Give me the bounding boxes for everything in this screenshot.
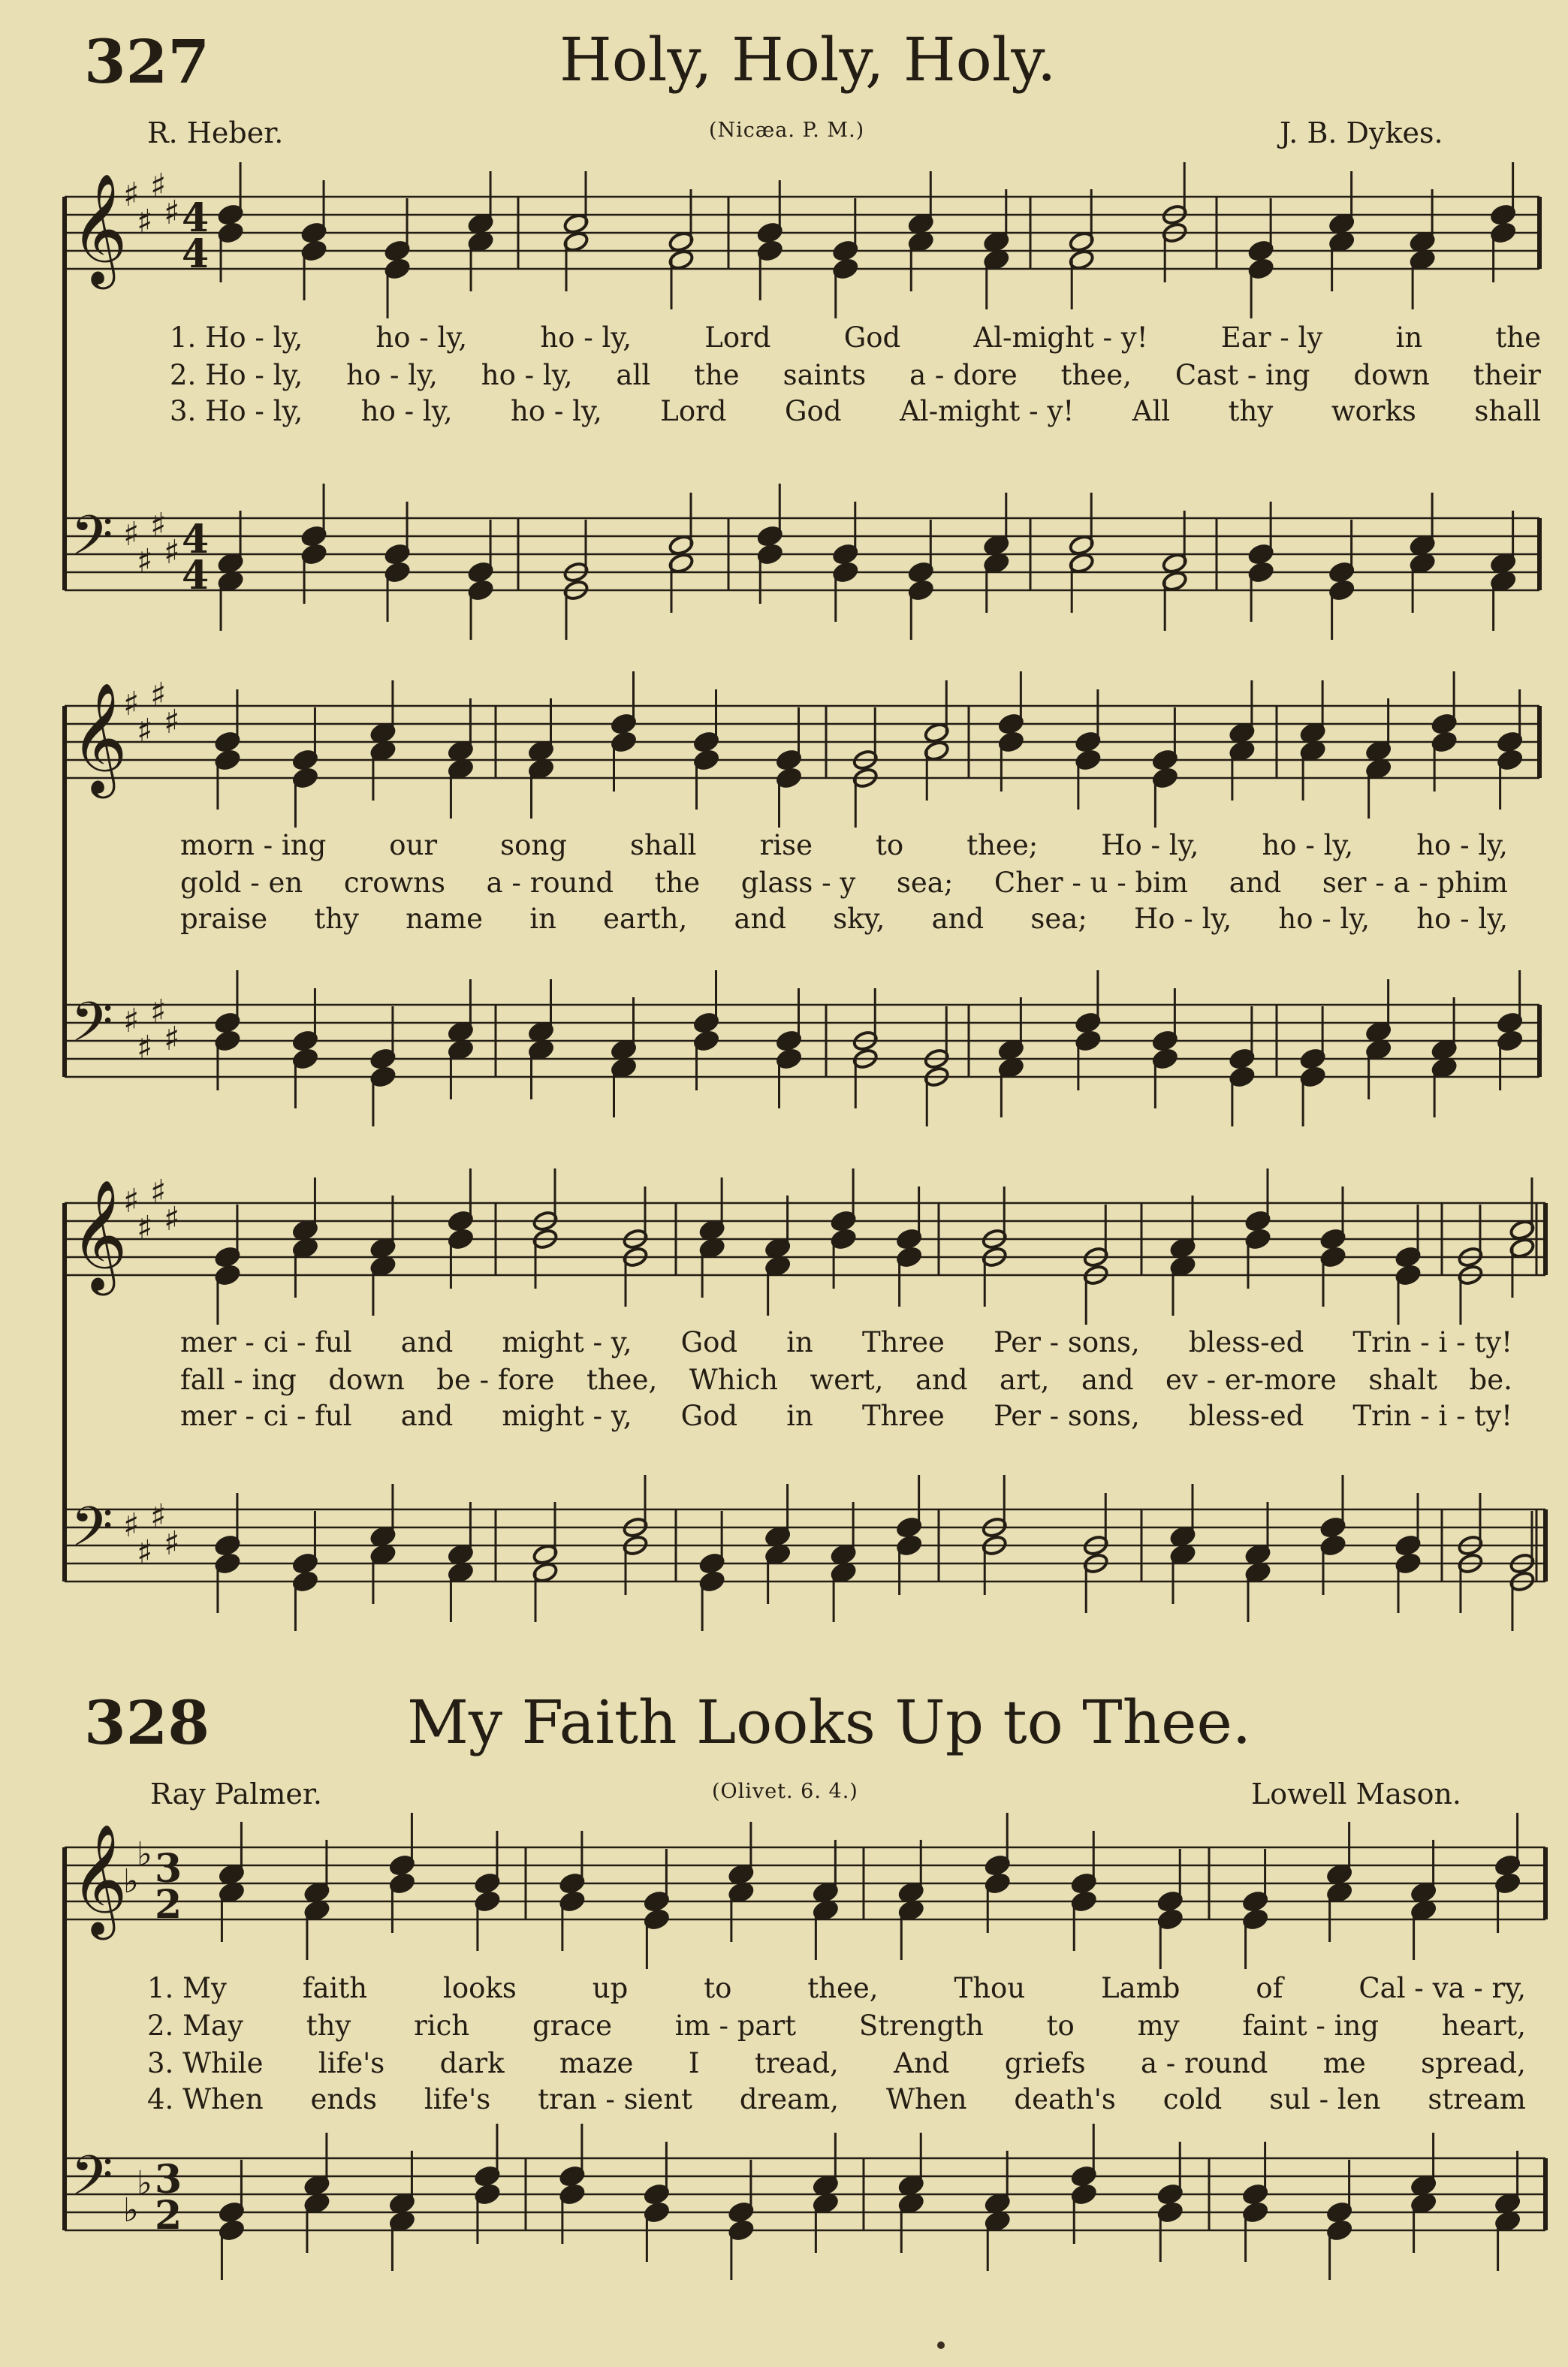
lyric-word: me xyxy=(1322,2047,1366,2079)
lyric-word: Per - sons, xyxy=(994,1326,1140,1358)
flat-icon: ♭ xyxy=(123,2191,139,2230)
sharp-icon: ♯ xyxy=(150,993,167,1031)
lyric-word: fall - ing xyxy=(180,1364,297,1396)
lyric-word: be - fore xyxy=(436,1364,555,1396)
treble-staff xyxy=(65,671,1539,828)
lyric-word: thee, xyxy=(1060,359,1132,391)
lyric-word: God xyxy=(843,321,901,354)
lyric-word: sul - len xyxy=(1269,2083,1381,2115)
lyric-word: down xyxy=(328,1364,405,1396)
lyric-word: ho - ly, xyxy=(1416,829,1508,861)
bass-clef-icon: 𝄢 xyxy=(71,990,113,1067)
lyric-word: crowns xyxy=(343,867,446,899)
time-signature: 4 xyxy=(182,195,210,241)
sharp-icon: ♯ xyxy=(164,533,180,571)
lyric-word: shall xyxy=(1474,395,1541,427)
flat-icon: ♭ xyxy=(137,1835,152,1874)
lyric-word: in xyxy=(529,903,556,935)
sharp-icon: ♯ xyxy=(137,1209,153,1247)
lyric-word: to xyxy=(704,1972,732,2004)
lyric-word: ho - ly, xyxy=(1262,829,1354,861)
sharp-icon: ♯ xyxy=(137,712,153,750)
verse-line xyxy=(147,1970,1526,2007)
lyric-word: bless-ed xyxy=(1188,1326,1304,1358)
verse-line xyxy=(180,1362,1512,1398)
lyric-word: heart, xyxy=(1441,2010,1526,2042)
bass-clef-icon: 𝄢 xyxy=(71,2143,113,2221)
sharp-icon: ♯ xyxy=(123,1182,140,1220)
lyric-word: stream xyxy=(1428,2083,1526,2115)
lyric-word: praise xyxy=(180,903,268,935)
verse-line xyxy=(170,393,1541,430)
lyric-word: a - dore xyxy=(909,359,1018,391)
treble-clef-icon: 𝄞 xyxy=(71,1823,128,1935)
verse-line xyxy=(180,901,1508,937)
lyric-word: God xyxy=(680,1400,738,1432)
time-signature: 4 xyxy=(182,553,210,599)
bass-staff xyxy=(65,2124,1545,2280)
lyric-word: morn - ing xyxy=(180,829,327,861)
lyric-word: and xyxy=(734,903,787,935)
author-credit: Ray Palmer. xyxy=(150,1778,322,1811)
lyric-word: cold xyxy=(1162,2083,1223,2115)
lyric-word: up xyxy=(592,1972,629,2004)
lyric-word: All xyxy=(1132,395,1171,427)
treble-clef-icon: 𝄞 xyxy=(71,173,128,285)
lyric-word: maze xyxy=(559,2047,634,2079)
sharp-icon: ♯ xyxy=(150,1173,167,1211)
time-signature: 3 xyxy=(155,1846,182,1892)
lyric-word: sea; xyxy=(896,867,954,899)
sharp-icon: ♯ xyxy=(164,703,180,741)
lyric-word: gold - en xyxy=(180,867,303,899)
sharp-icon: ♯ xyxy=(123,685,140,723)
lyric-word: be. xyxy=(1469,1364,1512,1396)
sharp-icon: ♯ xyxy=(123,1506,140,1545)
lyric-word: and xyxy=(931,903,985,935)
lyric-word: down xyxy=(1353,359,1430,391)
lyric-word: Which xyxy=(689,1364,779,1396)
lyric-word: their xyxy=(1473,359,1541,391)
lyric-word: Ear - ly xyxy=(1220,321,1323,354)
lyric-word: sky, xyxy=(833,903,885,935)
lyric-word: tread, xyxy=(754,2047,839,2079)
lyric-word: griefs xyxy=(1004,2047,1086,2079)
sharp-icon: ♯ xyxy=(150,676,167,714)
lyric-word: ho - ly, xyxy=(540,321,632,354)
lyric-word: 3. While xyxy=(147,2047,264,2079)
lyric-word: a - round xyxy=(486,867,614,899)
lyric-word: Ho - ly, xyxy=(1134,903,1232,935)
lyric-word: Cher - u - bim xyxy=(994,867,1189,899)
hymn-title: Holy, Holy, Holy. xyxy=(559,25,1057,95)
lyric-word: Lord xyxy=(704,321,771,354)
tune-name: (Nicæa. P. M.) xyxy=(709,119,865,142)
lyric-word: and xyxy=(400,1400,454,1432)
lyric-word: life's xyxy=(318,2047,385,2079)
lyric-word: to xyxy=(1046,2010,1075,2042)
lyric-word: saints xyxy=(782,359,867,391)
lyric-word: art, xyxy=(1000,1364,1050,1396)
sharp-icon: ♯ xyxy=(164,1020,180,1058)
lyric-word: dark xyxy=(439,2047,505,2079)
lyric-word: 1. My xyxy=(147,1972,227,2004)
lyric-word: might - y, xyxy=(502,1326,632,1358)
lyric-word: 3. Ho - ly, xyxy=(170,395,303,427)
lyric-word: Cast - ing xyxy=(1174,359,1310,391)
sharp-icon: ♯ xyxy=(164,194,180,232)
lyric-word: Strength xyxy=(858,2010,984,2042)
sharp-icon: ♯ xyxy=(137,203,153,241)
lyric-word: 2. May xyxy=(147,2010,243,2042)
lyric-word: ser - a - phim xyxy=(1322,867,1508,899)
lyric-word: sea; xyxy=(1030,903,1087,935)
time-signature: 4 xyxy=(182,231,210,277)
sharp-icon: ♯ xyxy=(137,1533,153,1572)
lyric-word: im - part xyxy=(674,2010,797,2042)
lyric-word: ho - ly, xyxy=(481,359,573,391)
composer-credit: Lowell Mason. xyxy=(1251,1778,1462,1811)
lyric-word: and xyxy=(400,1326,454,1358)
lyric-word: shalt xyxy=(1368,1364,1437,1396)
lyric-word: Trin - i - ty! xyxy=(1352,1400,1512,1432)
treble-clef-icon: 𝄞 xyxy=(71,1179,128,1291)
verse-line xyxy=(170,357,1541,393)
flat-icon: ♭ xyxy=(123,1862,139,1901)
lyric-word: grace xyxy=(532,2010,613,2042)
lyric-word: and xyxy=(1229,867,1282,899)
verse-line xyxy=(147,2082,1526,2118)
lyric-word: God xyxy=(785,395,842,427)
lyric-word: Cal - va - ry, xyxy=(1358,1972,1526,2004)
verse-line xyxy=(180,1398,1512,1434)
sharp-icon: ♯ xyxy=(123,515,140,553)
lyric-word: Per - sons, xyxy=(994,1400,1140,1432)
lyric-word: our xyxy=(389,829,438,861)
lyric-word: and xyxy=(1081,1364,1134,1396)
verse-line xyxy=(180,865,1508,901)
lyric-word: Three xyxy=(861,1326,945,1358)
sharp-icon: ♯ xyxy=(150,167,167,205)
lyric-word: faint - ing xyxy=(1242,2010,1380,2042)
lyric-word: name xyxy=(406,903,484,935)
lyric-word: ho - ly, xyxy=(1278,903,1370,935)
lyric-word: looks xyxy=(443,1972,517,2004)
lyric-word: ho - ly, xyxy=(346,359,438,391)
lyric-word: mer - ci - ful xyxy=(180,1326,352,1358)
lyric-word: ho - ly, xyxy=(1416,903,1508,935)
lyric-word: mer - ci - ful xyxy=(180,1400,352,1432)
sharp-icon: ♯ xyxy=(123,1002,140,1040)
lyric-word: spread, xyxy=(1421,2047,1526,2079)
verse-line xyxy=(147,2046,1526,2082)
lyric-word: thee, xyxy=(807,1972,879,2004)
verse-line xyxy=(147,2008,1526,2044)
lyric-word: thy xyxy=(314,903,359,935)
lyric-word: thy xyxy=(1228,395,1274,427)
lyric-word: glass - y xyxy=(740,867,856,899)
lyric-word: life's xyxy=(424,2083,491,2115)
lyric-word: in xyxy=(786,1326,813,1358)
lyric-word: Lamb xyxy=(1101,1972,1181,2004)
tune-name: (Olivet. 6. 4.) xyxy=(712,1780,858,1803)
lyric-word: the xyxy=(654,867,701,899)
lyric-word: my xyxy=(1137,2010,1180,2042)
lyric-word: Lord xyxy=(660,395,727,427)
lyric-word: to xyxy=(876,829,904,861)
sharp-icon: ♯ xyxy=(150,1497,167,1536)
sharp-icon: ♯ xyxy=(150,506,167,544)
lyric-word: thee; xyxy=(966,829,1039,861)
time-signature: 3 xyxy=(155,2157,182,2203)
lyric-word: Trin - i - ty! xyxy=(1352,1326,1512,1358)
lyric-word: and xyxy=(915,1364,968,1396)
page-mark xyxy=(937,2341,945,2349)
hymn-title: My Faith Looks Up to Thee. xyxy=(407,1687,1252,1757)
lyric-word: When xyxy=(885,2083,967,2115)
lyric-word: wert, xyxy=(810,1364,884,1396)
lyric-word: Al-might - y! xyxy=(900,395,1075,427)
treble-staff xyxy=(65,1168,1545,1325)
lyric-word: bless-ed xyxy=(1188,1400,1304,1432)
sharp-icon: ♯ xyxy=(137,1029,153,1067)
lyric-word: a - round xyxy=(1140,2047,1268,2079)
lyric-word: dream, xyxy=(739,2083,840,2115)
lyric-word: ev - er-more xyxy=(1165,1364,1337,1396)
verse-line xyxy=(180,1325,1512,1361)
lyric-word: of xyxy=(1256,1972,1283,2004)
sharp-icon: ♯ xyxy=(137,542,153,580)
sharp-icon: ♯ xyxy=(123,176,140,214)
lyric-word: God xyxy=(680,1326,738,1358)
time-signature: 2 xyxy=(155,1882,182,1928)
lyric-word: death's xyxy=(1014,2083,1116,2115)
lyric-word: rise xyxy=(759,829,813,861)
time-signature: 4 xyxy=(182,517,210,562)
lyric-word: 2. Ho - ly, xyxy=(170,359,303,391)
lyric-word: tran - sient xyxy=(538,2083,692,2115)
lyric-word: all xyxy=(616,359,651,391)
composer-credit: J. B. Dykes. xyxy=(1280,116,1443,149)
bass-staff xyxy=(65,1475,1545,1631)
time-signature: 2 xyxy=(155,2193,182,2239)
verse-line xyxy=(170,320,1541,356)
lyric-word: earth, xyxy=(603,903,688,935)
lyric-word: in xyxy=(786,1400,813,1432)
lyric-word: 1. Ho - ly, xyxy=(170,321,303,354)
lyric-word: rich xyxy=(414,2010,470,2042)
lyric-word: in xyxy=(1395,321,1423,354)
lyric-word: ho - ly, xyxy=(360,395,453,427)
lyric-word: 4. When xyxy=(147,2083,264,2115)
bass-staff xyxy=(65,970,1539,1126)
bass-clef-icon: 𝄢 xyxy=(71,1494,113,1572)
lyric-word: thee, xyxy=(586,1364,658,1396)
lyric-word: ho - ly, xyxy=(511,395,602,427)
sharp-icon: ♯ xyxy=(164,1524,180,1563)
bass-staff xyxy=(65,484,1539,640)
lyric-word: ends xyxy=(310,2083,377,2115)
lyric-word: thy xyxy=(306,2010,351,2042)
hymn-number: 327 xyxy=(84,26,210,97)
lyric-word: ho - ly, xyxy=(375,321,468,354)
treble-staff xyxy=(65,1813,1545,1969)
verse-line xyxy=(180,828,1508,864)
lyric-word: works xyxy=(1331,395,1416,427)
treble-staff xyxy=(65,162,1539,318)
lyric-word: And xyxy=(894,2047,950,2079)
bass-clef-icon: 𝄢 xyxy=(71,503,113,580)
lyric-word: the xyxy=(694,359,740,391)
lyric-word: Al-might - y! xyxy=(973,321,1148,354)
lyric-word: the xyxy=(1495,321,1541,354)
treble-clef-icon: 𝄞 xyxy=(71,682,128,794)
author-credit: R. Heber. xyxy=(147,116,284,149)
lyric-word: Thou xyxy=(954,1972,1026,2004)
lyric-word: might - y, xyxy=(502,1400,632,1432)
lyric-word: Three xyxy=(861,1400,945,1432)
lyric-word: I xyxy=(688,2047,700,2079)
flat-icon: ♭ xyxy=(137,2164,152,2203)
hymn-number: 328 xyxy=(84,1687,210,1758)
lyric-word: shall xyxy=(629,829,697,861)
lyric-word: Ho - ly, xyxy=(1101,829,1199,861)
lyric-word: faith xyxy=(302,1972,368,2004)
sharp-icon: ♯ xyxy=(164,1200,180,1238)
lyric-word: song xyxy=(500,829,567,861)
